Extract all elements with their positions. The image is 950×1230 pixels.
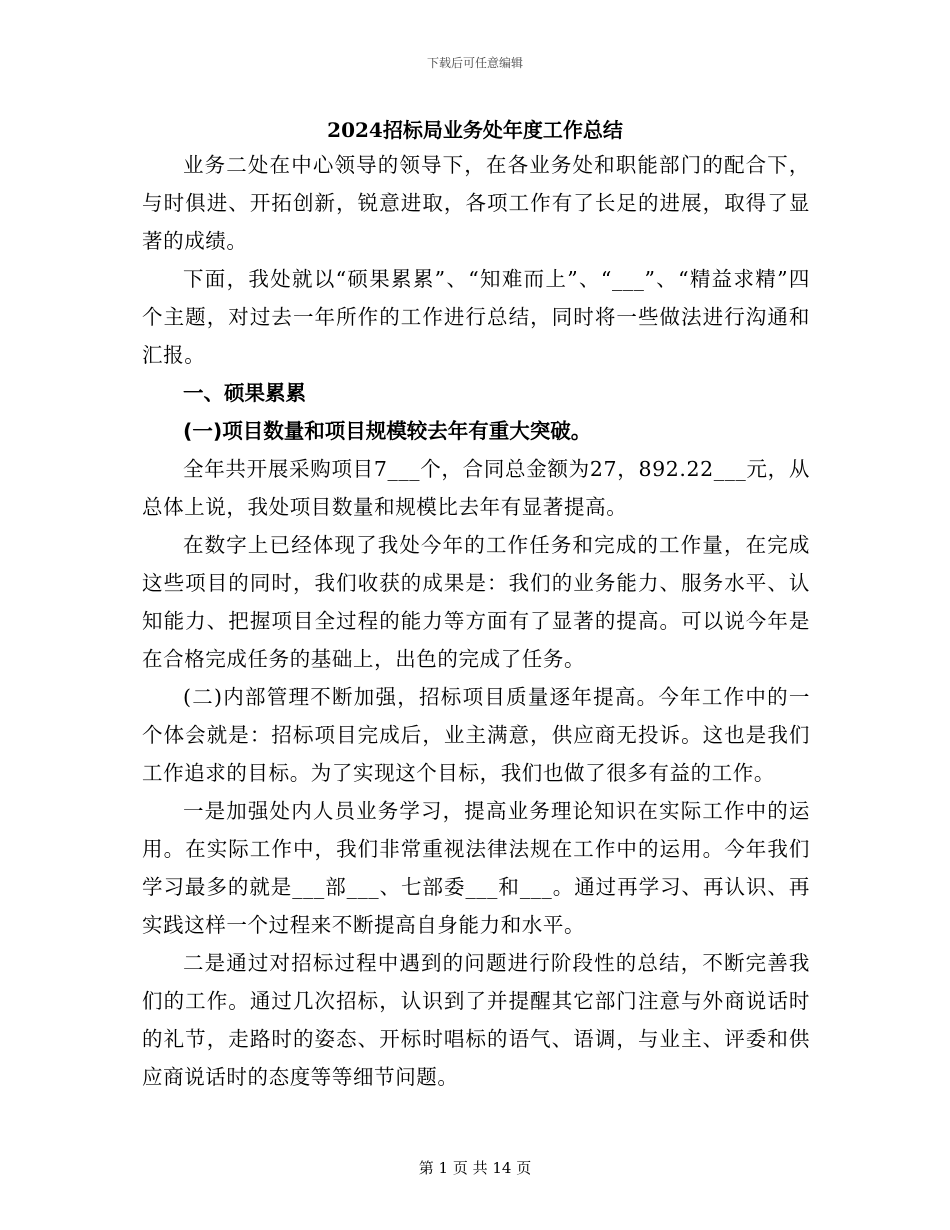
paragraph-intro: 业务二处在中心领导的领导下，在各业务处和职能部门的配合下，与时俱进、开拓创新，锐意进取，各项工作有了长足的进展，取得了显著的成绩。 (142, 153, 810, 253)
page-number-footer: 第 1 页 共 14 页 (418, 1159, 532, 1177)
paragraph-results: 在数字上已经体现了我处今年的工作任务和完成的工作量，在完成这些项目的同时，我们收获的成果是：我们的业务能力、服务水平、认知能力、把握项目全过程的能力等方面有了显著的提高。可以说今年是在合格完成任务的基础上，出色的完成了任务。 (142, 533, 810, 671)
paragraph-projects: 全年共开展采购项目7___个，合同总金额为27，892.22___元，从总体上说，我处项目数量和规模比去年有显著提高。 (142, 457, 810, 519)
paragraph-summary: 二是通过对招标过程中遇到的问题进行阶段性的总结，不断完善我们的工作。通过几次招标，认识到了并提醒其它部门注意与外商说话时的礼节，走路时的姿态、开标时唱标的语气、语调，与业主、评委和供应商说话时的态度等等细节问题。 (142, 951, 810, 1089)
subsection-heading-1: (一)项目数量和项目规模较去年有重大突破。 (183, 419, 592, 443)
document-title: 2024招标局业务处年度工作总结 (327, 118, 623, 142)
paragraph-management: (二)内部管理不断加强，招标项目质量逐年提高。今年工作中的一个体会就是：招标项目完成后，业主满意，供应商无投诉。这也是我们工作追求的目标。为了实现这个目标，我们也做了很多有益的工作。 (142, 685, 810, 785)
paragraph-study: 一是加强处内人员业务学习，提高业务理论知识在实际工作中的运用。在实际工作中，我们非常重视法律法规在工作中的运用。今年我们学习最多的就是___部___、七部委___和___。通过再学习、再认识、再实践这样一个过程来不断提高自身能力和水平。 (142, 799, 810, 937)
paragraph-themes: 下面，我处就以“硕果累累”、“知难而上”、“___”、“精益求精”四个主题，对过去一年所作的工作进行总结，同时将一些做法进行沟通和汇报。 (142, 267, 810, 367)
header-note: 下载后可任意编辑 (426, 56, 523, 70)
section-heading-1: 一、硕果累累 (183, 381, 306, 405)
document-body (142, 146, 810, 1096)
